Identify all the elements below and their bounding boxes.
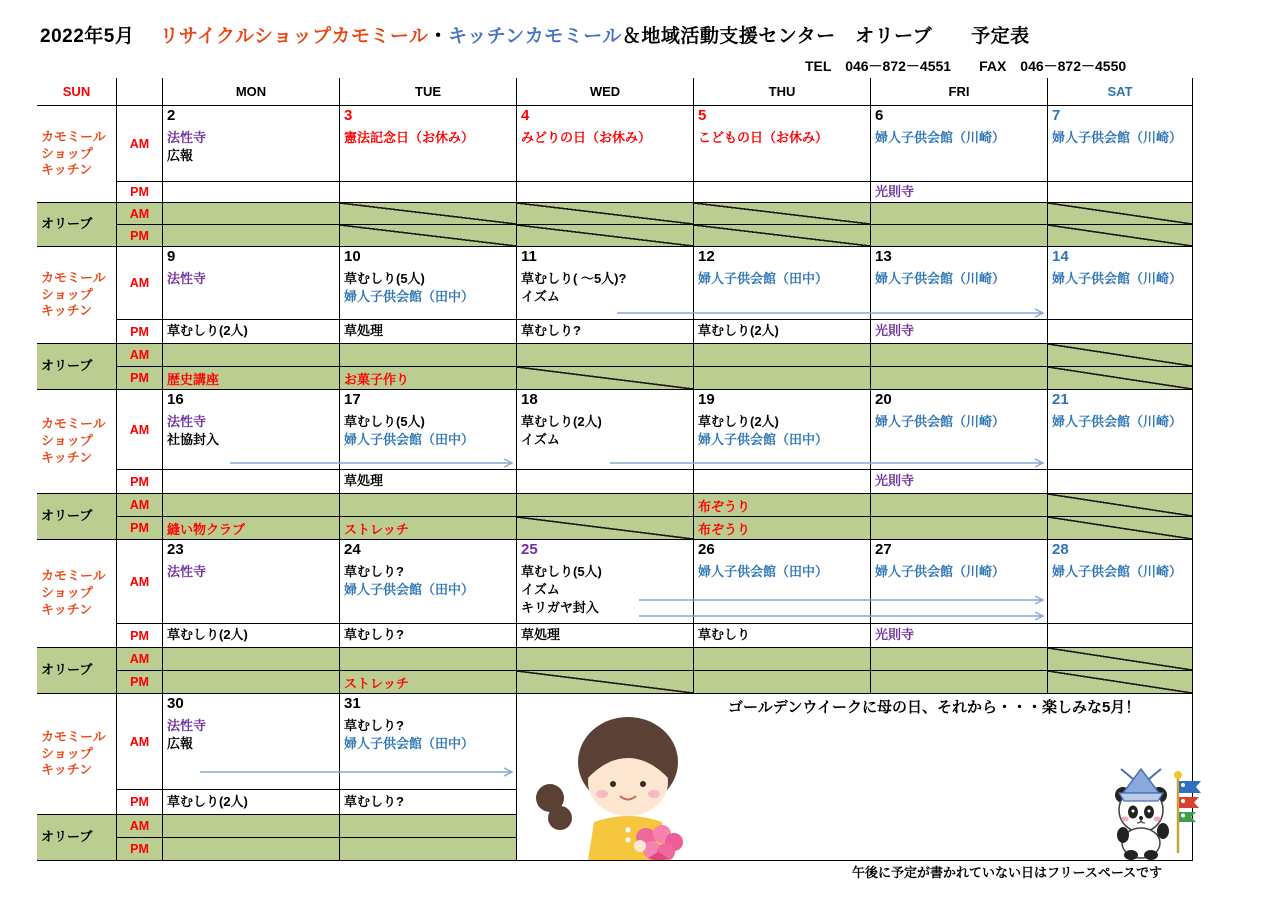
am-row-label: AM (117, 694, 163, 790)
cell-sat-am (1048, 247, 1193, 320)
olive-cell-tue-am (340, 203, 517, 225)
date-number: 10 (344, 248, 361, 265)
title-org-olive-suffix: ＆地域活動支援センター オリーブ 予定表 (621, 26, 1030, 47)
date-number: 17 (344, 391, 361, 408)
schedule-entry: 婦人子供会館（川崎） (1052, 130, 1183, 146)
chamomile-group-label: カモミール ショップ キッチン (37, 106, 117, 203)
am-row-label: AM (117, 540, 163, 624)
olive-cell-mon-pm (163, 671, 340, 694)
schedule-entry: 光則寺 (875, 183, 915, 199)
cell-thu-am (694, 540, 871, 624)
olive-am-row-label: AM (117, 344, 163, 367)
schedule-entry: 婦人子供会館（川崎） (875, 414, 1006, 430)
cell-sat-pm (1048, 320, 1193, 344)
schedule-entry: 婦人子供会館（田中） (344, 736, 475, 752)
cell-thu-pm (694, 182, 871, 203)
olive-pm-row-label: PM (117, 367, 163, 390)
day-header-sun: SUN (37, 78, 117, 106)
olive-cell-thu-pm (694, 517, 871, 540)
date-number: 7 (1052, 107, 1061, 124)
olive-cell-wed-pm (517, 367, 694, 390)
schedule-entry: 婦人子供会館（田中） (698, 564, 829, 580)
schedule-entry: イズム (521, 289, 560, 305)
date-number: 6 (875, 107, 884, 124)
cell-mon-am (163, 106, 340, 182)
seasonal-message: ゴールデンウイークに母の日、それから・・・楽しみな5月！ (728, 699, 1141, 716)
cell-wed-am (517, 540, 694, 624)
schedule-entry: 草むしり? (344, 564, 404, 580)
cell-sat-pm (1048, 182, 1193, 203)
olive-cell-mon-am (163, 344, 340, 367)
schedule-entry: 草むしり? (344, 627, 404, 643)
schedule-entry: 草むしり( ～5人)? (521, 271, 627, 287)
date-number: 4 (521, 107, 530, 124)
day-header-sat: SAT (1048, 78, 1193, 106)
date-number: 18 (521, 391, 538, 408)
cell-wed-pm (517, 320, 694, 344)
schedule-entry: 憲法記念日（お休み） (344, 130, 475, 146)
olive-cell-mon-pm (163, 225, 340, 247)
olive-am-row-label: AM (117, 648, 163, 671)
cell-tue-pm (340, 624, 517, 648)
cell-fri-pm (871, 624, 1048, 648)
schedule-entry: 婦人子供会館（川崎） (1052, 414, 1183, 430)
olive-cell-wed-am (517, 344, 694, 367)
olive-cell-thu-pm (694, 225, 871, 247)
olive-cell-thu-am (694, 494, 871, 517)
olive-cell-fri-pm (871, 517, 1048, 540)
olive-cell-fri-am (871, 494, 1048, 517)
cell-thu-am (694, 390, 871, 470)
cell-tue-pm (340, 320, 517, 344)
olive-cell-fri-am (871, 648, 1048, 671)
schedule-entry: 法性寺 (167, 271, 207, 287)
olive-cell-tue-am (340, 648, 517, 671)
pm-row-label: PM (117, 470, 163, 494)
chamomile-group-label: カモミール ショップ キッチン (37, 247, 117, 344)
olive-cell-sat-am (1048, 648, 1193, 671)
schedule-entry: 草むしり(5人) (521, 564, 602, 580)
olive-cell-mon-pm (163, 367, 340, 390)
schedule-entry: こどもの日（お休み） (698, 130, 829, 146)
cell-wed-am (517, 247, 694, 320)
schedule-entry: 婦人子供会館（田中） (698, 271, 829, 287)
schedule-entry: お菓子作り (344, 371, 410, 387)
olive-group-label: オリーブ (37, 344, 117, 390)
schedule-entry: 草むしり(2人) (698, 323, 779, 339)
olive-cell-thu-am (694, 648, 871, 671)
date-number: 21 (1052, 391, 1069, 408)
olive-cell-tue-pm (340, 517, 517, 540)
cell-fri-am (871, 540, 1048, 624)
am-row-label: AM (117, 390, 163, 470)
cell-tue-pm (340, 470, 517, 494)
olive-cell-wed-am (517, 203, 694, 225)
olive-cell-fri-pm (871, 367, 1048, 390)
olive-cell-thu-am (694, 203, 871, 225)
date-number: 27 (875, 541, 892, 558)
schedule-entry: 光則寺 (875, 473, 915, 489)
schedule-entry: キリガヤ封入 (521, 600, 599, 616)
schedule-entry: 草むしり(2人) (167, 627, 248, 643)
olive-cell-tue-am (340, 494, 517, 517)
contact-line (805, 56, 1126, 76)
olive-pm-row-label: PM (117, 671, 163, 694)
schedule-entry: 草むしり(2人) (167, 323, 248, 339)
title-separator: ・ (428, 26, 449, 47)
cell-fri-pm (871, 320, 1048, 344)
schedule-entry: 婦人子供会館（川崎） (875, 271, 1006, 287)
title-org-recycle-shop: リサイクルショップカモミール (159, 26, 429, 47)
olive-cell-tue-am (340, 344, 517, 367)
schedule-entry: 草むしり(2人) (521, 414, 602, 430)
olive-cell-thu-pm (694, 367, 871, 390)
date-number: 23 (167, 541, 184, 558)
cell-thu-pm (694, 320, 871, 344)
olive-group-label: オリーブ (37, 815, 117, 861)
cell-mon-pm (163, 790, 340, 815)
cell-sat-pm (1048, 470, 1193, 494)
schedule-entry: 婦人子供会館（川崎） (875, 130, 1006, 146)
olive-cell-fri-am (871, 203, 1048, 225)
schedule-entry: 婦人子供会館（田中） (344, 289, 475, 305)
am-row-label: AM (117, 247, 163, 320)
olive-cell-sat-am (1048, 494, 1193, 517)
cell-mon-am (163, 390, 340, 470)
date-number: 19 (698, 391, 715, 408)
day-header-tue: TUE (340, 78, 517, 106)
cell-sat-am (1048, 540, 1193, 624)
schedule-entry: 婦人子供会館（田中） (344, 582, 475, 598)
olive-pm-row-label: PM (117, 838, 163, 861)
schedule-entry: 草むしり? (344, 718, 404, 734)
schedule-entry: 光則寺 (875, 323, 915, 339)
schedule-entry: 草処理 (344, 473, 384, 489)
date-number: 28 (1052, 541, 1069, 558)
schedule-entry: 婦人子供会館（川崎） (875, 564, 1006, 580)
schedule-entry: 歴史講座 (167, 371, 220, 387)
cell-sat-am (1048, 106, 1193, 182)
cell-tue-am (340, 390, 517, 470)
olive-cell-mon-am (163, 203, 340, 225)
schedule-entry: イズム (521, 582, 560, 598)
schedule-entry: 法性寺 (167, 718, 207, 734)
title-month: 2022年5月 (40, 26, 135, 47)
schedule-entry: 婦人子供会館（田中） (344, 432, 475, 448)
cell-fri-am (871, 106, 1048, 182)
date-number: 9 (167, 248, 176, 265)
date-number: 24 (344, 541, 361, 558)
olive-cell-sat-am (1048, 203, 1193, 225)
olive-cell-sat-pm (1048, 367, 1193, 390)
cell-mon-pm (163, 470, 340, 494)
date-number: 14 (1052, 248, 1069, 265)
date-number: 5 (698, 107, 707, 124)
cell-tue-am (340, 106, 517, 182)
pm-row-label: PM (117, 182, 163, 203)
olive-group-label: オリーブ (37, 648, 117, 694)
cell-fri-am (871, 390, 1048, 470)
olive-am-row-label: AM (117, 815, 163, 838)
schedule-entry: 布ぞうり (698, 498, 751, 514)
schedule-entry: 草処理 (344, 323, 384, 339)
chamomile-group-label: カモミール ショップ キッチン (37, 540, 117, 648)
page-title (40, 21, 1030, 48)
schedule-entry: 広報 (167, 148, 194, 164)
olive-cell-tue-pm (340, 225, 517, 247)
schedule-entry: ストレッチ (344, 675, 409, 691)
olive-cell-tue-pm (340, 367, 517, 390)
olive-pm-row-label: PM (117, 517, 163, 540)
cell-fri-pm (871, 470, 1048, 494)
schedule-entry: 草むしり(2人) (167, 793, 248, 809)
olive-cell-sat-pm (1048, 225, 1193, 247)
olive-cell-fri-pm (871, 225, 1048, 247)
schedule-entry: 布ぞうり (698, 521, 751, 537)
olive-cell-wed-pm (517, 671, 694, 694)
olive-cell-mon-am (163, 494, 340, 517)
olive-cell-mon-am (163, 815, 340, 838)
olive-cell-mon-pm (163, 838, 340, 861)
schedule-entry: 草むしり(2人) (698, 414, 779, 430)
day-header-wed: WED (517, 78, 694, 106)
cell-fri-am (871, 247, 1048, 320)
cell-mon-pm (163, 624, 340, 648)
olive-cell-mon-am (163, 648, 340, 671)
cell-mon-pm (163, 320, 340, 344)
cell-sat-pm (1048, 624, 1193, 648)
date-number: 16 (167, 391, 184, 408)
olive-am-row-label: AM (117, 203, 163, 225)
schedule-entry: 法性寺 (167, 414, 207, 430)
tel-number: TEL 046－872－4551 (805, 58, 952, 74)
cell-thu-am (694, 247, 871, 320)
footer-note: 午後に予定が書かれていない日はフリースペースです (852, 865, 1163, 880)
olive-cell-mon-pm (163, 517, 340, 540)
schedule-entry: 草むしり? (521, 323, 581, 339)
schedule-entry: 草むしり? (344, 793, 404, 809)
cell-wed-am (517, 390, 694, 470)
cell-wed-pm (517, 624, 694, 648)
olive-pm-row-label: PM (117, 225, 163, 247)
olive-cell-wed-pm (517, 225, 694, 247)
cell-wed-pm (517, 470, 694, 494)
olive-cell-tue-pm (340, 671, 517, 694)
schedule-entry: 広報 (167, 736, 194, 752)
schedule-entry: みどりの日（お休み） (521, 130, 652, 146)
schedule-entry: 草むしり(5人) (344, 414, 425, 430)
date-number: 12 (698, 248, 715, 265)
olive-cell-wed-am (517, 648, 694, 671)
panda-koinobori-illustration (1075, 765, 1210, 860)
date-number: 25 (521, 541, 538, 558)
am-row-label: AM (117, 106, 163, 182)
schedule-entry: ストレッチ (344, 521, 409, 537)
schedule-entry: 法性寺 (167, 564, 207, 580)
olive-cell-sat-pm (1048, 517, 1193, 540)
schedule-entry: 法性寺 (167, 130, 207, 146)
date-number: 3 (344, 107, 353, 124)
cell-mon-am (163, 694, 340, 790)
olive-cell-thu-am (694, 344, 871, 367)
olive-cell-tue-pm (340, 838, 517, 861)
cell-thu-am (694, 106, 871, 182)
cell-sat-am (1048, 390, 1193, 470)
schedule-entry: 社協封入 (167, 432, 220, 448)
olive-cell-tue-am (340, 815, 517, 838)
pm-row-label: PM (117, 624, 163, 648)
cell-tue-am (340, 694, 517, 790)
date-number: 30 (167, 695, 184, 712)
cell-tue-am (340, 247, 517, 320)
day-header-blank (117, 78, 163, 106)
schedule-entry: 縫い物クラブ (167, 521, 246, 537)
cell-wed-am (517, 106, 694, 182)
cell-fri-pm (871, 182, 1048, 203)
date-number: 26 (698, 541, 715, 558)
date-number: 20 (875, 391, 892, 408)
olive-group-label: オリーブ (37, 494, 117, 540)
schedule-entry: 婦人子供会館（川崎） (1052, 564, 1183, 580)
day-header-thu: THU (694, 78, 871, 106)
chamomile-group-label: カモミール ショップ キッチン (37, 694, 117, 815)
schedule-entry: 草むしり (698, 627, 751, 643)
olive-am-row-label: AM (117, 494, 163, 517)
schedule-entry: 草処理 (521, 627, 561, 643)
olive-group-label: オリーブ (37, 203, 117, 247)
date-number: 31 (344, 695, 361, 712)
olive-cell-fri-am (871, 344, 1048, 367)
cell-mon-pm (163, 182, 340, 203)
olive-cell-fri-pm (871, 671, 1048, 694)
date-number: 11 (521, 248, 537, 265)
fax-number: FAX 046－872－4550 (979, 58, 1127, 74)
pm-row-label: PM (117, 790, 163, 815)
cell-wed-pm (517, 182, 694, 203)
day-header-mon: MON (163, 78, 340, 106)
day-header-fri: FRI (871, 78, 1048, 106)
schedule-entry: イズム (521, 432, 560, 448)
schedule-entry: 婦人子供会館（川崎） (1052, 271, 1183, 287)
pm-row-label: PM (117, 320, 163, 344)
cell-tue-pm (340, 182, 517, 203)
cell-tue-pm (340, 790, 517, 815)
cell-thu-pm (694, 624, 871, 648)
title-org-kitchen: キッチンカモミール (448, 26, 622, 47)
schedule-entry: 婦人子供会館（田中） (698, 432, 829, 448)
olive-cell-sat-am (1048, 344, 1193, 367)
girl-with-bouquet-illustration (528, 710, 723, 860)
olive-cell-thu-pm (694, 671, 871, 694)
cell-tue-am (340, 540, 517, 624)
date-number: 2 (167, 107, 176, 124)
schedule-entry: 光則寺 (875, 627, 915, 643)
chamomile-group-label: カモミール ショップ キッチン (37, 390, 117, 494)
olive-cell-wed-pm (517, 517, 694, 540)
cell-mon-am (163, 540, 340, 624)
cell-thu-pm (694, 470, 871, 494)
schedule-entry: 草むしり(5人) (344, 271, 425, 287)
cell-mon-am (163, 247, 340, 320)
olive-cell-wed-am (517, 494, 694, 517)
date-number: 13 (875, 248, 892, 265)
olive-cell-sat-pm (1048, 671, 1193, 694)
